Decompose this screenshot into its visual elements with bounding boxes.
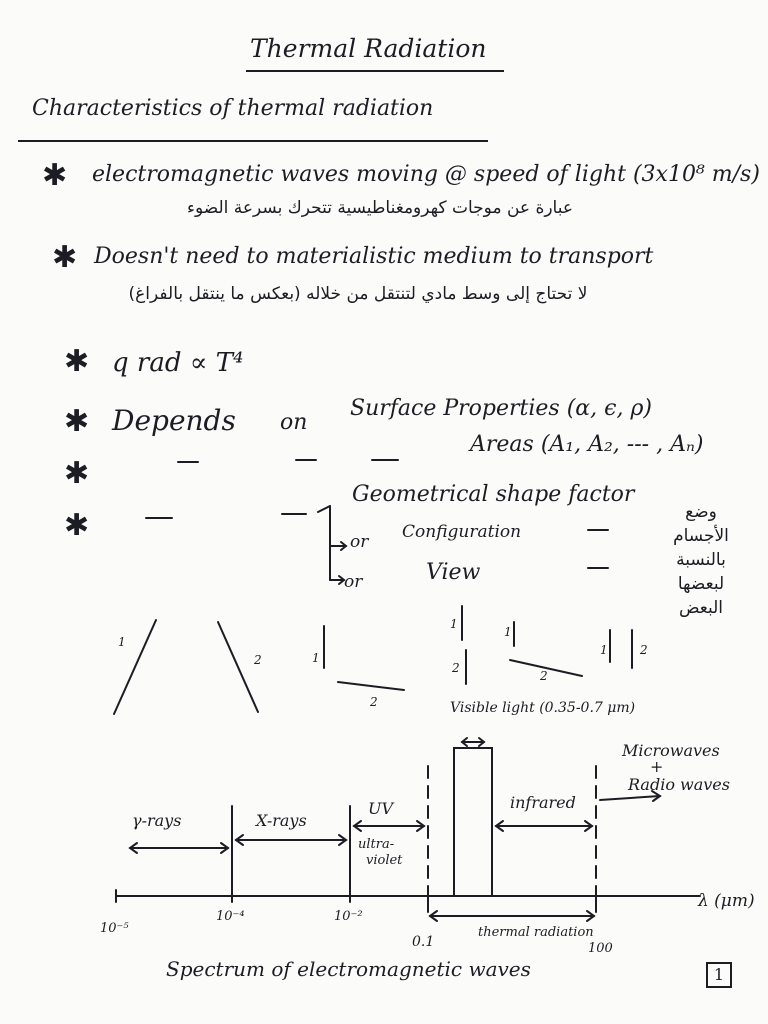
xrays-label: X-rays: [256, 811, 307, 830]
surface-label: 1: [450, 617, 458, 631]
gamma-rays-label: γ-rays: [132, 811, 182, 830]
tick-label: 10⁻²: [334, 909, 363, 924]
bullet-asterisk-icon: ✱: [42, 158, 68, 193]
violet-label: violet: [366, 853, 403, 868]
configuration-label: Configuration: [402, 522, 522, 542]
surface-label: 2: [370, 695, 378, 709]
bullet-asterisk-icon: ✱: [64, 344, 90, 379]
page-number: 1: [706, 962, 732, 988]
bullet-qrad-proportional: q rad ∝ T⁴: [112, 348, 244, 378]
spectrum-caption: Spectrum of electromagnetic waves: [166, 957, 531, 981]
surface-label: 2: [254, 653, 262, 667]
tick-label: 10⁻⁴: [216, 909, 245, 924]
tick-label: 0.1: [412, 934, 435, 950]
bullet-depends: Depends: [112, 404, 236, 437]
shape-factor-arabic-note: وضع الأجسام بالنسبة لبعضها البعض: [673, 502, 729, 618]
visible-light-label: Visible light (0.35-0.7 μm): [450, 700, 636, 716]
view-label: View: [426, 560, 481, 585]
ultra-label: ultra-: [358, 837, 395, 852]
bullet-on: on: [280, 410, 308, 435]
tick-label: 10⁻⁵: [100, 921, 129, 936]
surface-label: 1: [600, 643, 608, 657]
bullet-areas: Areas (A₁, A₂, --- , Aₙ): [470, 432, 704, 457]
surface-2-sketch-a: [218, 622, 258, 712]
bullet-electromagnetic: electromagnetic waves moving @ speed of light (3x10⁸ m/s): [92, 162, 760, 187]
thermal-radiation-label: thermal radiation: [478, 925, 594, 940]
surface-2-sketch-b: [338, 682, 404, 690]
surface-label: 2: [640, 643, 648, 657]
microwave-range-arrow: [600, 796, 660, 800]
bullet-asterisk-icon: ✱: [64, 404, 90, 439]
infrared-label: infrared: [510, 793, 576, 812]
surface-label: 1: [118, 635, 126, 649]
bullet-asterisk-icon: ✱: [64, 508, 90, 543]
bullet-asterisk-icon: ✱: [52, 240, 78, 275]
surface-label: 2: [540, 669, 548, 683]
plus-label: +: [650, 757, 664, 776]
bracket-arm: [318, 506, 330, 512]
bullet-medium-arabic: لا تحتاج إلى وسط مادي لتنتقل من خلاله (بعكس ما ينتقل بالفراغ): [128, 284, 588, 304]
surface-label: 1: [312, 651, 320, 665]
surface-label: 1: [504, 625, 512, 639]
tick-label: 100: [588, 941, 613, 956]
bullet-medium: Doesn't need to materialistic medium to transport: [94, 244, 654, 269]
visible-light-band: [454, 748, 492, 896]
surface-label: 2: [452, 661, 460, 675]
section-heading: Characteristics of thermal radiation: [32, 96, 434, 121]
radio-waves-label: Radio waves: [628, 775, 730, 794]
bullet-electromagnetic-arabic: عبارة عن موجات كهرومغناطيسية تتحرك بسرعة الضوء: [186, 198, 574, 218]
wavelength-axis-label: λ (μm): [698, 891, 755, 911]
or-label: or: [350, 532, 369, 552]
bullet-surface-properties: Surface Properties (α, ϵ, ρ): [350, 396, 652, 421]
or-label: or: [344, 572, 363, 592]
bullet-asterisk-icon: ✱: [64, 456, 90, 491]
bullet-geometrical-shape-factor: Geometrical shape factor: [352, 482, 635, 507]
microwaves-label: Microwaves: [622, 741, 720, 760]
uv-label: UV: [368, 799, 394, 818]
page-title: Thermal Radiation: [250, 34, 487, 63]
